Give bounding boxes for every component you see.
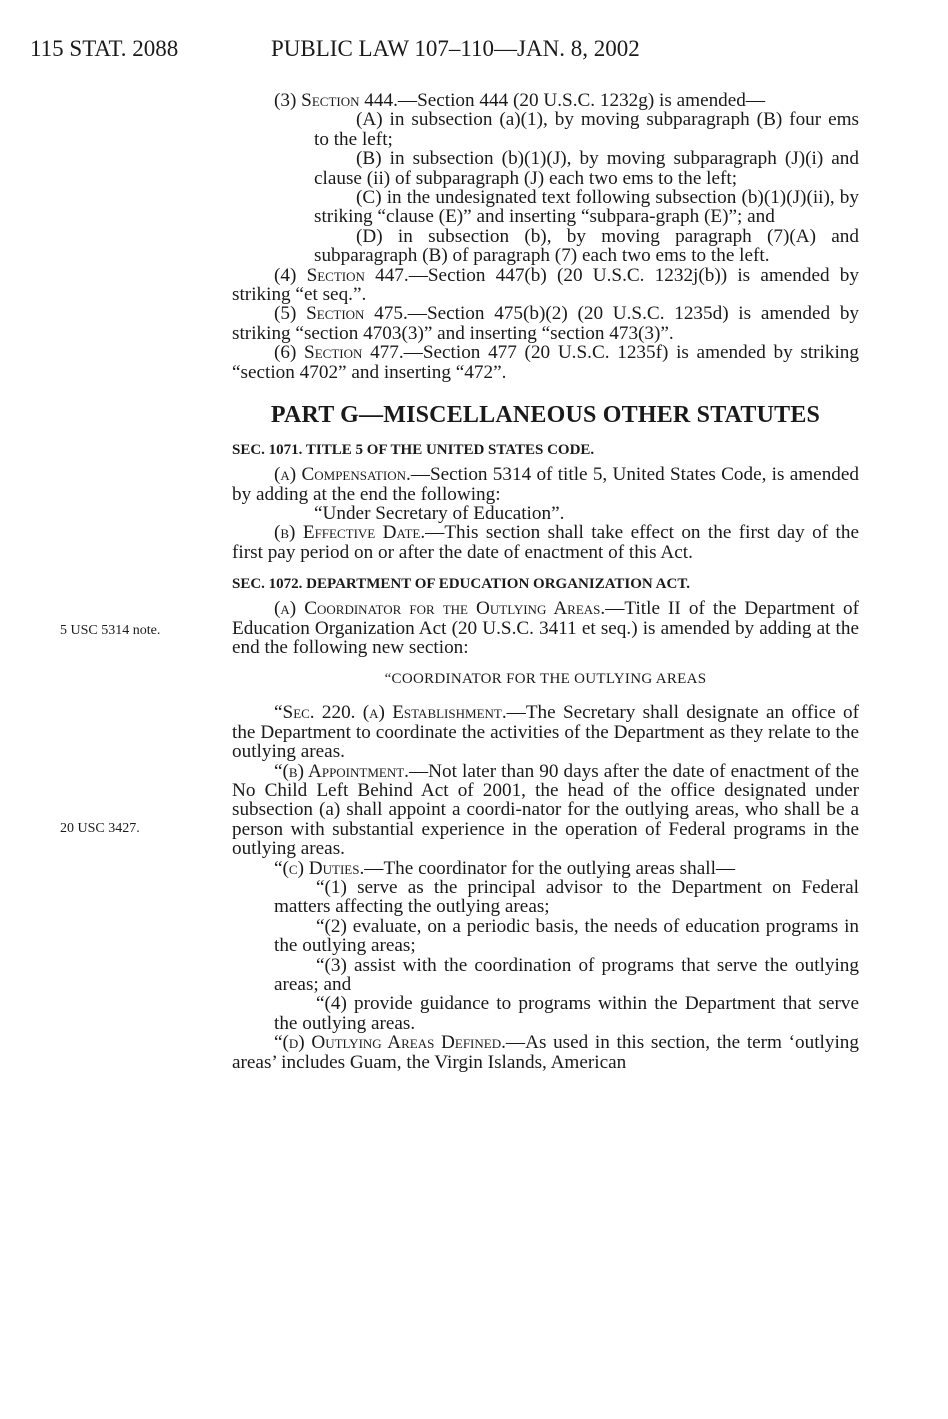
paragraph-section-444 bbox=[232, 91, 859, 110]
section-475-text: —Section 475(b)(2) (20 U.S.C. 1235d) is amended by striking “section 4703(3)” and inserting “section 473(3)”. bbox=[232, 303, 860, 344]
sec-1071-b-label: (b) Effective Date. bbox=[274, 522, 426, 544]
sec-220-c4: “(4) provide guidance to programs within the Department that serve the outlying areas. bbox=[274, 993, 859, 1034]
sec-1072-a-text: —Title II of the Department of Education Organization Act (20 U.S.C. 3411 et seq.) is amended by adding at the end the following new section: bbox=[232, 598, 859, 658]
section-477-label: (6) Section 477. bbox=[274, 342, 404, 364]
sec-220-c1: “(1) serve as the principal advisor to the Department on Federal matters affecting the outlying areas; bbox=[274, 877, 859, 918]
stat-page-number: 115 STAT. 2088 bbox=[30, 36, 179, 61]
sec-1071-heading: SEC. 1071. TITLE 5 OF THE UNITED STATES CODE. bbox=[232, 442, 595, 459]
sec-220-a-label: “Sec. 220. (a) Establishment. bbox=[274, 702, 507, 724]
coordinator-heading: “COORDINATOR FOR THE OUTLYING AREAS bbox=[384, 671, 707, 688]
sec-1071-b bbox=[232, 523, 859, 562]
margin-note-5usc5314: 5 USC 5314 note. bbox=[60, 623, 161, 638]
section-447-label: (4) Section 447. bbox=[274, 264, 409, 286]
sec-1071-quote: “Under Secretary of Education”. bbox=[314, 502, 565, 524]
subparagraph-444-b: (B) in subsection (b)(1)(J), by moving subparagraph (J)(i) and clause (ii) of subparagraph (J) each two ems to the left; bbox=[314, 148, 859, 189]
sec-220-d bbox=[232, 1033, 859, 1072]
sec-220-b-text: —Not later than 90 days after the date of enactment of the No Child Left Behind Act of 2001, the head of the office designated under subsection (a) shall appoint a coordi-nator for the outlying areas, who shall be a person with substantial experience in the operation of Federal programs in the outlying areas. bbox=[232, 760, 859, 860]
sec-220-a bbox=[232, 703, 859, 761]
paragraph-section-475 bbox=[232, 304, 859, 343]
sec-220-b-label: “(b) Appointment. bbox=[274, 760, 409, 782]
section-477-text: —Section 477 (20 U.S.C. 1235f) is amended by striking “section 4702” and inserting “472”. bbox=[232, 342, 859, 383]
margin-note-20usc3427: 20 USC 3427. bbox=[60, 821, 140, 836]
subparagraph-444-c: (C) in the undesignated text following subsection (b)(1)(J)(ii), by striking “clause (E)” and inserting “subpara-graph (E)”; and bbox=[314, 187, 859, 228]
sec-220-d-label: “(d) Outlying Areas Defined. bbox=[274, 1032, 506, 1054]
sec-220-d-text: —As used in this section, the term ‘outlying areas’ includes Guam, the Virgin Islands, American bbox=[232, 1032, 859, 1073]
section-475-label: (5) Section 475. bbox=[274, 303, 408, 325]
sec-1071-a-label: (a) Compensation. bbox=[274, 464, 411, 486]
section-444-label: (3) Section 444. bbox=[274, 90, 398, 111]
sec-1071-a bbox=[232, 465, 859, 504]
subparagraph-444-d: (D) in subsection (b), by moving paragraph (7)(A) and subparagraph (B) of paragraph (7) each two ems to the left. bbox=[314, 225, 859, 267]
sec-220-a-text: —The Secretary shall designate an office of the Department to coordinate the activities of the Department as they relate to the outlying areas. bbox=[232, 702, 860, 763]
section-447-text: —Section 447(b) (20 U.S.C. 1232j(b)) is amended by striking “et seq.”. bbox=[232, 264, 859, 306]
sec-1071-b-text: —This section shall take effect on the first day of the first pay period on or after the date of enactment of this Act. bbox=[232, 522, 859, 563]
paragraph-section-477 bbox=[232, 343, 859, 382]
sec-1072-heading: SEC. 1072. DEPARTMENT OF EDUCATION ORGANIZATION ACT. bbox=[232, 576, 690, 593]
body-text bbox=[232, 91, 859, 1072]
sec-1071-a-text: —Section 5314 of title 5, United States Code, is amended by adding at the end the following: bbox=[232, 464, 859, 505]
paragraph-section-447 bbox=[232, 266, 859, 305]
sec-220-c-text: —The coordinator for the outlying areas shall— bbox=[364, 857, 736, 879]
sec-220-b bbox=[232, 762, 859, 859]
subparagraph-444-a: (A) in subsection (a)(1), by moving subparagraph (B) four ems to the left; bbox=[314, 109, 859, 150]
page-header bbox=[30, 36, 920, 68]
section-444-text: —Section 444 (20 U.S.C. 1232g) is amended— bbox=[397, 90, 766, 111]
sec-220-c2: “(2) evaluate, on a periodic basis, the needs of education programs in the outlying areas; bbox=[274, 915, 859, 957]
sec-220-c-label: “(c) Duties. bbox=[274, 857, 365, 879]
sec-220-c3: “(3) assist with the coordination of programs that serve the outlying areas; and bbox=[274, 954, 859, 996]
part-g-heading: PART G—MISCELLANEOUS OTHER STATUTES bbox=[270, 402, 821, 429]
sec-1072-a-label: (a) Coordinator for the Outlying Areas. bbox=[274, 598, 606, 620]
sec-220-c bbox=[232, 859, 859, 878]
sec-1072-a bbox=[232, 599, 859, 657]
public-law-title: PUBLIC LAW 107–110—JAN. 8, 2002 bbox=[271, 36, 640, 61]
